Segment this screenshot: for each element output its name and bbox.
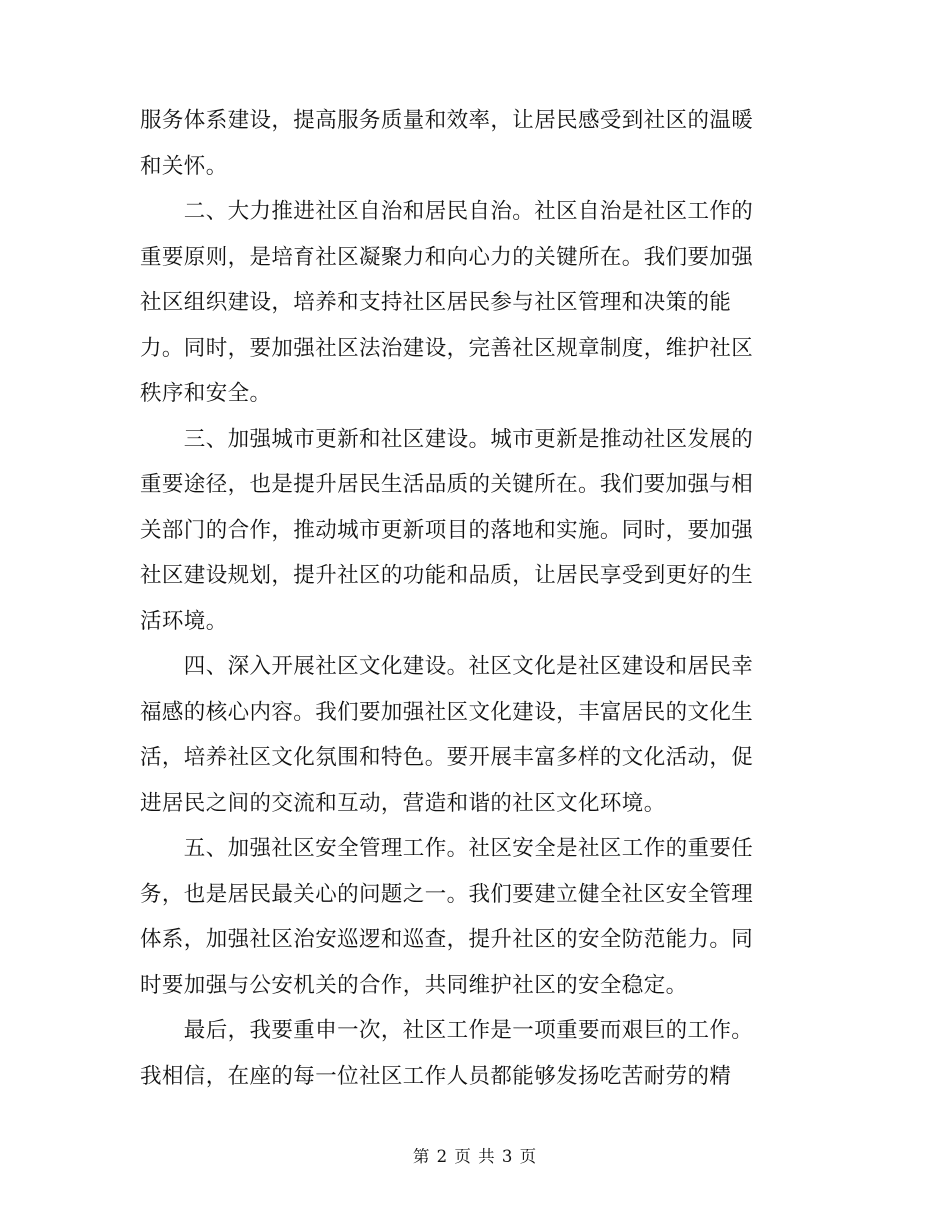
text-line: 重要途径，也是提升居民生活品质的关键所在。我们要加强与相 [140,472,754,497]
text-line: 务，也是居民最关心的问题之一。我们要建立健全社区安全管理 [140,881,754,907]
text-line: 体系，加强社区治安巡逻和巡查，提升社区的安全防范能力。同 [140,927,754,952]
text-line: 力。同时，要加强社区法治建设，完善社区规章制度，维护社区 [140,335,754,361]
text-line: 服务体系建设，提高服务质量和效率，让居民感受到社区的温暖 [140,108,754,133]
text-line: 三、加强城市更新和社区建设。城市更新是推动社区发展的 [140,426,754,452]
text-line: 二、大力推进社区自治和居民自治。社区自治是社区工作的 [140,199,754,224]
text-line: 福感的核心内容。我们要加强社区文化建设，丰富居民的文化生 [140,699,754,725]
text-line: 活环境。 [140,608,228,634]
text-line: 和关怀。 [140,153,228,179]
text-line: 秩序和安全。 [140,381,272,406]
text-line: 重要原则，是培育社区凝聚力和向心力的关键所在。我们要加强 [140,244,754,270]
document-body [140,98,802,1099]
page-number-footer: 第 2 页 共 3 页 [412,1147,538,1166]
text-line: 五、加强社区安全管理工作。社区安全是社区工作的重要任 [140,836,754,861]
text-line: 社区组织建设，培养和支持社区居民参与社区管理和决策的能 [140,290,732,315]
text-line: 关部门的合作，推动城市更新项目的落地和实施。同时，要加强 [140,517,754,543]
text-line: 我相信，在座的每一位社区工作人员都能够发扬吃苦耐劳的精 [140,1063,732,1089]
text-line: 时要加强与公安机关的合作，共同维护社区的安全稳定。 [140,972,688,998]
text-line: 社区建设规划，提升社区的功能和品质，让居民享受到更好的生 [140,563,754,588]
text-line: 四、深入开展社区文化建设。社区文化是社区建设和居民幸 [140,654,754,679]
text-line: 活，培养社区文化氛围和特色。要开展丰富多样的文化活动，促 [140,745,754,770]
text-line: 进居民之间的交流和互动，营造和谐的社区文化环境。 [140,790,666,816]
text-line: 最后，我要重申一次，社区工作是一项重要而艰巨的工作。 [140,1018,754,1043]
